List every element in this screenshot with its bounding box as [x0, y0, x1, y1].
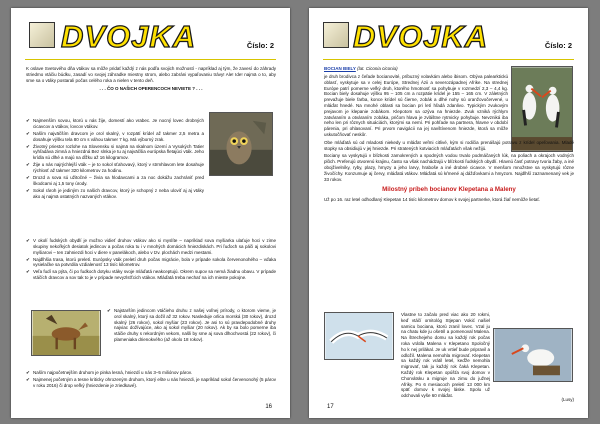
- love-story-intro: Už po 16. raz letel odhodlaný Klepetan 14 tisíc kilometrov domov k svojej partnerke, ktorá žiaľ nemôže lietať.: [324, 197, 541, 203]
- stork-name: BOCIAN BIELY: [324, 66, 356, 71]
- magazine-title: DVOJKA: [61, 19, 197, 54]
- issue-number: Číslo: 2: [246, 41, 274, 50]
- left-intro: [26, 66, 276, 95]
- page-left: [11, 8, 290, 418]
- page-number: 17: [327, 404, 334, 410]
- school-logo: [323, 22, 349, 48]
- page-right: [309, 8, 588, 418]
- issue-number: Číslo: 2: [544, 41, 572, 50]
- fact-item: ✔ Najmenej početným a tesne kriticky ohrozeným druhom, ktorý ešte u nás hniezdi, je napríklad sokol červenonohý (5 párov v roku 2016) či drop veľký (hniezdenie je zriedkavé).: [26, 377, 276, 389]
- stork-text-2: Obe mláďatá sú od mladosti niekedy u mláďat veľmi citlivé, kým si rodičia prenášajú potravu z krídel opeľovania. Mladé stopky sa obsidiujú v jej hniezde. Pri stratených kotviacich mláďatách však nežijú.: [324, 139, 574, 151]
- fact-item: ✔ Naším najväčším dravcom je orol skalný, v rozpätí krídel až takmer 2,5 metra a dosahuje výšku tela 80 cm s váhou takmer 7 kg. Má výborný zrak.: [26, 131, 204, 143]
- signature-area: [324, 394, 574, 403]
- fact-item: ✔ V okolí ľudských obydlí je možno vidieť druhov vtákov ako si myslíte – napríklad sova myšiarka ulaťuje hoci v zime skupiny nekoľkých desiatok jedincov a počas roka tu i v mnohých domácich hniezdiskách. Pri ľuďoch sa páči aj sokolovi myšiarovi – ten zahniezdi hoci v diere v panelákoch, alebo v tzv. plochách medzi mestami.: [26, 238, 276, 255]
- owl-photo: [209, 112, 273, 176]
- fact-item: ✔ Najdlhšia trasa, ktorú preletí. Európsky vták preletí druh počas migrácie, bola v prípade sokola červenonohého – vďaka vysielačke sa potvrdila vzdialenosť 13 tisíc kilometrov.: [26, 257, 276, 269]
- intro-paragraph: K oslave Svetového dňa vtákov sa môže pridať každý z nás podľa svojich možností - napríklad aj tým, že zavesí do záhrady striedmo vtáčiu búdku, zasadí vo svojej záhradke miestny strom, alebo zabráni vypaľovaniu trávy! Ale! Ide! najmä o to, aby sme sa o vtáky postarali počas celého roka a nielen v tento deň.: [26, 66, 276, 83]
- school-logo: [29, 22, 55, 48]
- fact-item: ✔ Najmenším sovou, ktorú u nás žije, domestí ako vrabec. Je nocný lovec drobných cicavcov a vtákov, lovcov vtákov.: [26, 118, 204, 130]
- stork-intro: [324, 66, 508, 74]
- love-story-heading: Milostný príbeh bocianov Klepetana a Maleny: [382, 186, 516, 194]
- magazine-title: DVOJKA: [353, 19, 489, 54]
- stork-text-1: je druh brodivca z čeľade bocianovité, príbuzný volavkám alebo ibisom. Obýva palearktickú oblasť, vyskytuje sa v celej Európe, Strednej Ázii a severozápadnej Afrike. Na strednej Európe patrí pomerne veľký druh, ktorého hmotnosť sa pohybuje v rozmedzí 2,3 – 4,4 kg. Bocian biely dosahuje výšku 95 – 105 cm a rozpätie krídel je 155 – 165 cm. V záletných prevažuje biele farba, konce krídel sú čierne, zobák a dlhé nohy sú oranžovočervené, u mláďat hnedé. Na mnohé oblasti sa bocian pri letí hľadá zdanlivo. Typickým zvukovým prejavom je klepanie zobákom. Klepotom sa ozýva na hniezde. Zvuk vzniká rýchlym zatváraním a otváraním zobáka, pričom hlava je zvláštne rytmicky pohybuje. Nevzniká iba neho len pri rôznych situáciách, ktorými sa nemí. Pri pohľade na partnera, hlavne v období párenia, pri ohlasovaní. Pri prvom navigácii na jej navštívenom hniezde, ktorá sa môže uskutočňovať neskôr.: [324, 74, 508, 137]
- deer-photo: [31, 310, 101, 356]
- facts-subheading: . . . ČO O NAŠICH OPERENCOCH NEVIETE ? . . .: [99, 86, 203, 92]
- fact-item: ✔ Životný priestor rozlohe na Slovensku si najmä na skalnom území a Vysokých Tatier vyhľadáva zimná a hniezdná Bez slnka je tu aj najväčšia európska fletajúci vták. Jeho krídla sú dlhé a majú na dĺžku až 16 kilogramov.: [26, 144, 204, 161]
- author-signature: (Lusy): [561, 397, 574, 402]
- left-bottom-facts: [26, 370, 276, 390]
- masthead: [323, 16, 574, 60]
- stork-flight-photo: [324, 312, 394, 360]
- fact-list-wide: [26, 238, 276, 281]
- love-story-text: Vlastne to začalo pred viac ako 20 rokmi, keď vtáčí ornitológ Stjepan Vokić našiel samicu bociana, ktorú zranil lovec. Vzal ju na chatu kde ju ošetril a pomenoval Malena. Na štrechejeho domu sa každý rok počas roka vrátila Malena v Klepetano Spoločný ho k nej prilákal. Je uk vrtieľ bude pripravil a odložil. Malena nemohla migrovať. Klepetan sa každý rok vrátil letel, keďže nemohla migrovať, tak ju každý rok čaká Klepetan. Každý rok Klepetan opúšťa svoj domov v Chorvátsku a migruje na zimu do južnej Afriky. Po 6 mesiacoch preletí 13 000 km späť domov k svojej láske. Spolu už odchovali vyše 60 mláďat.: [401, 312, 490, 399]
- fact-item: ✔ Sokol rároh je jediným zo našich dravcov, ktorý je schopný z neba uloviť aj aj vtáky ako aj najmä ostatných nazvaných vtákov.: [26, 188, 204, 200]
- fact-item: ✔ Naším najpočetnejším druhom je pinka lesná, hniezdí u nás 3–5 miliónov párov.: [26, 370, 276, 376]
- fact-item: ✔ Žije u nás najrýchlejší vták – je to sokol sťahovavý, ktorý v strmhlavom lete dosahuje rýchlosť až takmer 320 kilometrov za hodinu.: [26, 162, 204, 174]
- fact-item: ✔ Drozd a sova sú užitočné – živia sa hlodavcami a za noc dokážu zachrániť pred škodcami aj 1,5 tony úrody.: [26, 175, 204, 187]
- fact-item: ✔ Veľa fudí sa pýta, či po fudkoch dotyku vtáky svoje mláďatá neakceptujú. Okrem supov sa nemá žiadnu obavu. V prípade vtáčích dravcov a sov tak to je v prípade nevyzlsťťcich vtákov. Mláďatá treba nechať na ich mieste pokojne.: [26, 269, 276, 281]
- left-facts-column: [26, 118, 204, 200]
- stork-paragraph: [324, 66, 508, 72]
- masthead: [25, 16, 276, 60]
- love-story-body: [401, 312, 574, 401]
- stork-text-3: Bociany sa vyskytujú v blízkosti zamokrených a spodných vodou trvalo podmáčaných lúk, na poliach a okrajoch vodných plôch. Preferujú otvorenú krajinu, často sa však nachádzajú v blízkosti ľudských obydlí. Hlavnú časť potravy tvoria žaby, a iné obojživelníky, ryby, plazy, hmyzy a jeho larvy, hraboše a iné drobné cicavce. V menšom množstve sa vyskytujú rôzne živočíchy. Konzumuje aj červy, mláďatá vtákov. Mláďatá sú kŕmené aj dážďovkami a hmyzom. Najdlhší zaznamenaný vek je 33 rokov.: [324, 153, 574, 182]
- fact-item: ✔ Najstarším jedincom vtáčieho druhu z našej voľnej prírody, o ktorom vieme, je orol skalný, ktorý sa dožil až 32 rokov. Nasleduje orlica morská (30 rokov), drozd skalný (26 rokov), sokol myšiar (23 rokov). Je asi to sú pravdepodobné druhy najviac dožívajúce, ako aj sokol myšiar (20 rokov). Ak by sa bolo pomerne iba vtáčie druhy s rekordným vekom, našli by sme aj sova dlhochvostá (22 rokov), či plameniaka drienokvého (až okolo 18 rokov).: [107, 308, 276, 343]
- stork-latin: (lat. Ciconia ciconia): [357, 66, 398, 71]
- fact-list: [26, 118, 204, 199]
- left-record-column: [107, 308, 276, 344]
- stork-body: [324, 74, 574, 205]
- left-facts-column-wide: [26, 238, 276, 282]
- page-number: 16: [265, 404, 272, 410]
